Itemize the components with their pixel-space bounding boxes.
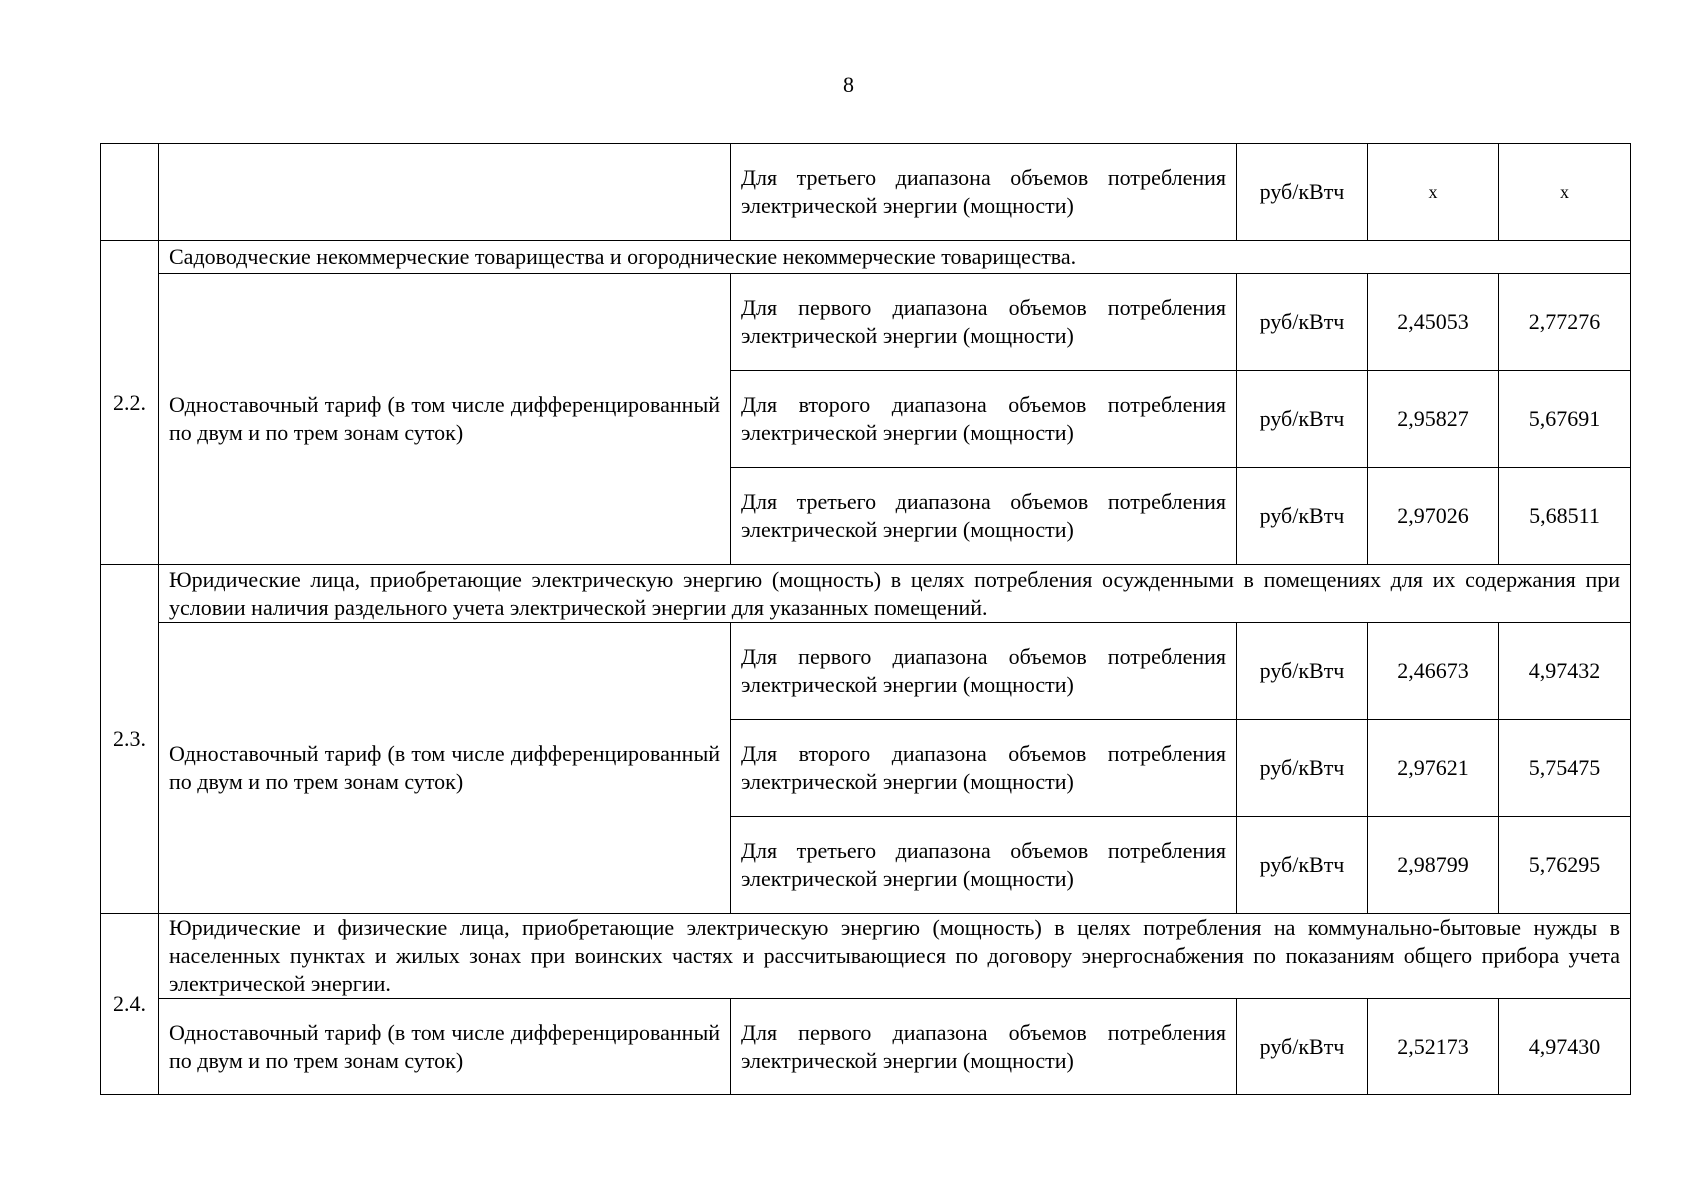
tariff-table bbox=[100, 143, 1631, 1095]
unit-cell: руб/кВтч bbox=[1237, 371, 1368, 468]
value-cell-1: 2,98799 bbox=[1368, 817, 1499, 914]
unit-cell: руб/кВтч bbox=[1237, 623, 1368, 720]
section-number: 2.4. bbox=[101, 914, 159, 1095]
category-row bbox=[101, 914, 1631, 999]
value-cell-1: 2,97621 bbox=[1368, 720, 1499, 817]
range-cell: Для третьего диапазона объемов потребления электрической энергии (мощности) bbox=[731, 144, 1237, 241]
value-cell-1: 2,45053 bbox=[1368, 274, 1499, 371]
category-row bbox=[101, 241, 1631, 274]
table-row bbox=[101, 623, 1631, 720]
page-number: 8 bbox=[843, 72, 854, 97]
unit-cell: руб/кВтч bbox=[1237, 720, 1368, 817]
category-text: Юридические и физические лица, приобретающие электрическую энергию (мощность) в целях потребления на коммунально-бытовые нужды в населенных пунктах и жилых зонах при воинских частях и рассчитывающиеся по договору энергоснабжения по показаниям общего прибора учета электрической энергии. bbox=[159, 914, 1631, 999]
range-cell: Для второго диапазона объемов потребления электрической энергии (мощности) bbox=[731, 720, 1237, 817]
value-cell-2: 4,97432 bbox=[1499, 623, 1631, 720]
value-cell-2: 5,75475 bbox=[1499, 720, 1631, 817]
range-cell: Для третьего диапазона объемов потребления электрической энергии (мощности) bbox=[731, 817, 1237, 914]
value-cell-2: 5,68511 bbox=[1499, 468, 1631, 565]
category-text: Юридические лица, приобретающие электрическую энергию (мощность) в целях потребления осужденными в помещениях для их содержания при условии наличия раздельного учета электрической энергии для указанных помещений. bbox=[159, 565, 1631, 623]
section-number-empty bbox=[101, 144, 159, 241]
table-row bbox=[101, 274, 1631, 371]
value-cell-2: 2,77276 bbox=[1499, 274, 1631, 371]
value-cell-1: 2,95827 bbox=[1368, 371, 1499, 468]
table-row bbox=[101, 144, 1631, 241]
category-text: Садоводческие некоммерческие товарищества и огороднические некоммерческие товарищества. bbox=[159, 241, 1631, 274]
table-row bbox=[101, 999, 1631, 1095]
value-cell-2: 4,97430 bbox=[1499, 999, 1631, 1095]
section-number: 2.3. bbox=[101, 565, 159, 914]
section-number: 2.2. bbox=[101, 241, 159, 565]
unit-cell: руб/кВтч bbox=[1237, 999, 1368, 1095]
unit-cell: руб/кВтч bbox=[1237, 274, 1368, 371]
value-cell-2: 5,76295 bbox=[1499, 817, 1631, 914]
value-cell-1: 2,46673 bbox=[1368, 623, 1499, 720]
tariff-name: Одноставочный тариф (в том числе дифференцированный по двум и по трем зонам суток) bbox=[159, 623, 731, 914]
range-cell: Для первого диапазона объемов потребления электрической энергии (мощности) bbox=[731, 999, 1237, 1095]
range-cell: Для первого диапазона объемов потребления электрической энергии (мощности) bbox=[731, 274, 1237, 371]
value-cell-2: 5,67691 bbox=[1499, 371, 1631, 468]
tariff-name: Одноставочный тариф (в том числе дифференцированный по двум и по трем зонам суток) bbox=[159, 999, 731, 1095]
value-cell-2: x bbox=[1499, 144, 1631, 241]
range-cell: Для второго диапазона объемов потребления электрической энергии (мощности) bbox=[731, 371, 1237, 468]
unit-cell: руб/кВтч bbox=[1237, 468, 1368, 565]
range-cell: Для третьего диапазона объемов потребления электрической энергии (мощности) bbox=[731, 468, 1237, 565]
value-cell-1: 2,97026 bbox=[1368, 468, 1499, 565]
tariff-name-empty bbox=[159, 144, 731, 241]
unit-cell: руб/кВтч bbox=[1237, 817, 1368, 914]
unit-cell: руб/кВтч bbox=[1237, 144, 1368, 241]
tariff-name: Одноставочный тариф (в том числе дифференцированный по двум и по трем зонам суток) bbox=[159, 274, 731, 565]
value-cell-1: 2,52173 bbox=[1368, 999, 1499, 1095]
range-cell: Для первого диапазона объемов потребления электрической энергии (мощности) bbox=[731, 623, 1237, 720]
category-row bbox=[101, 565, 1631, 623]
value-cell-1: x bbox=[1368, 144, 1499, 241]
